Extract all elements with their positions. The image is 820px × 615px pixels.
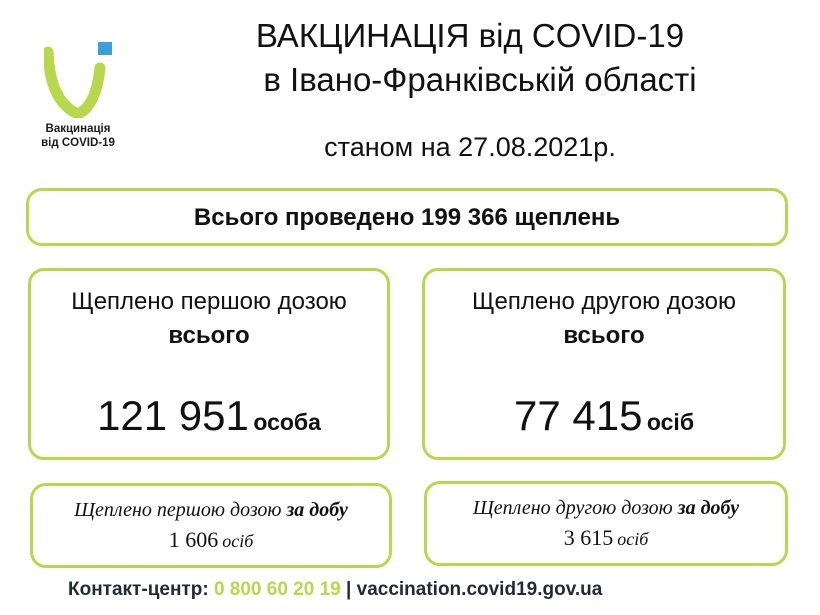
second-dose-daily-box bbox=[424, 481, 788, 566]
first-dose-total-box bbox=[28, 268, 390, 460]
logo-caption-line1: Вакцинація bbox=[45, 123, 111, 135]
website-link[interactable]: vaccination.covid19.gov.ua bbox=[356, 579, 603, 600]
page-title-line1: ВАКЦИНАЦІЯ від COVID-19 bbox=[255, 17, 685, 54]
second-dose-daily-label-line bbox=[427, 496, 785, 520]
second-dose-daily-label-bold: за добу bbox=[677, 497, 740, 519]
total-vaccinations-text: Всього проведено 199 366 щеплень bbox=[193, 204, 621, 231]
footer-contact bbox=[68, 578, 788, 602]
second-dose-unit: осіб bbox=[646, 409, 695, 435]
first-dose-daily-box bbox=[30, 483, 392, 568]
first-dose-daily-unit: осіб bbox=[222, 531, 254, 551]
first-dose-sub: всього bbox=[168, 322, 250, 349]
first-dose-daily-label-line bbox=[33, 498, 389, 522]
report-date: станом на 27.08.2021р. bbox=[324, 132, 616, 162]
first-dose-daily-label: Щеплено першою дозою bbox=[74, 499, 282, 521]
second-dose-label: Щеплено другою дозою bbox=[472, 288, 736, 315]
contact-phone-link[interactable]: 0 800 60 20 19 bbox=[213, 579, 341, 600]
first-dose-unit: особа bbox=[253, 409, 321, 435]
first-dose-daily-value: 1 606 bbox=[168, 527, 219, 552]
second-dose-sub: всього bbox=[563, 322, 645, 349]
logo-caption-line2: від COVID-19 bbox=[41, 137, 115, 149]
first-dose-value: 121 951 bbox=[97, 392, 249, 439]
second-dose-value-line bbox=[425, 391, 783, 441]
first-dose-value-line bbox=[31, 391, 387, 441]
logo-caption bbox=[26, 122, 130, 150]
second-dose-daily-value-line bbox=[427, 524, 785, 552]
footer-separator: | bbox=[346, 579, 352, 600]
vaccination-logo bbox=[26, 40, 130, 152]
contact-center-label: Контакт-центр: bbox=[68, 579, 209, 600]
total-vaccinations-box bbox=[26, 188, 788, 246]
second-dose-daily-value: 3 615 bbox=[563, 525, 614, 550]
second-dose-value: 77 415 bbox=[513, 392, 643, 439]
vaccination-logo-icon bbox=[44, 40, 116, 118]
first-dose-label: Щеплено першою дозою bbox=[71, 288, 347, 315]
second-dose-daily-label: Щеплено другою дозою bbox=[472, 497, 673, 519]
second-dose-daily-unit: осіб bbox=[617, 529, 649, 549]
first-dose-daily-value-line bbox=[33, 526, 389, 554]
first-dose-daily-label-bold: за добу bbox=[286, 499, 348, 521]
second-dose-total-box bbox=[422, 268, 786, 460]
page-title-line2: в Івано-Франківській області bbox=[263, 61, 697, 98]
